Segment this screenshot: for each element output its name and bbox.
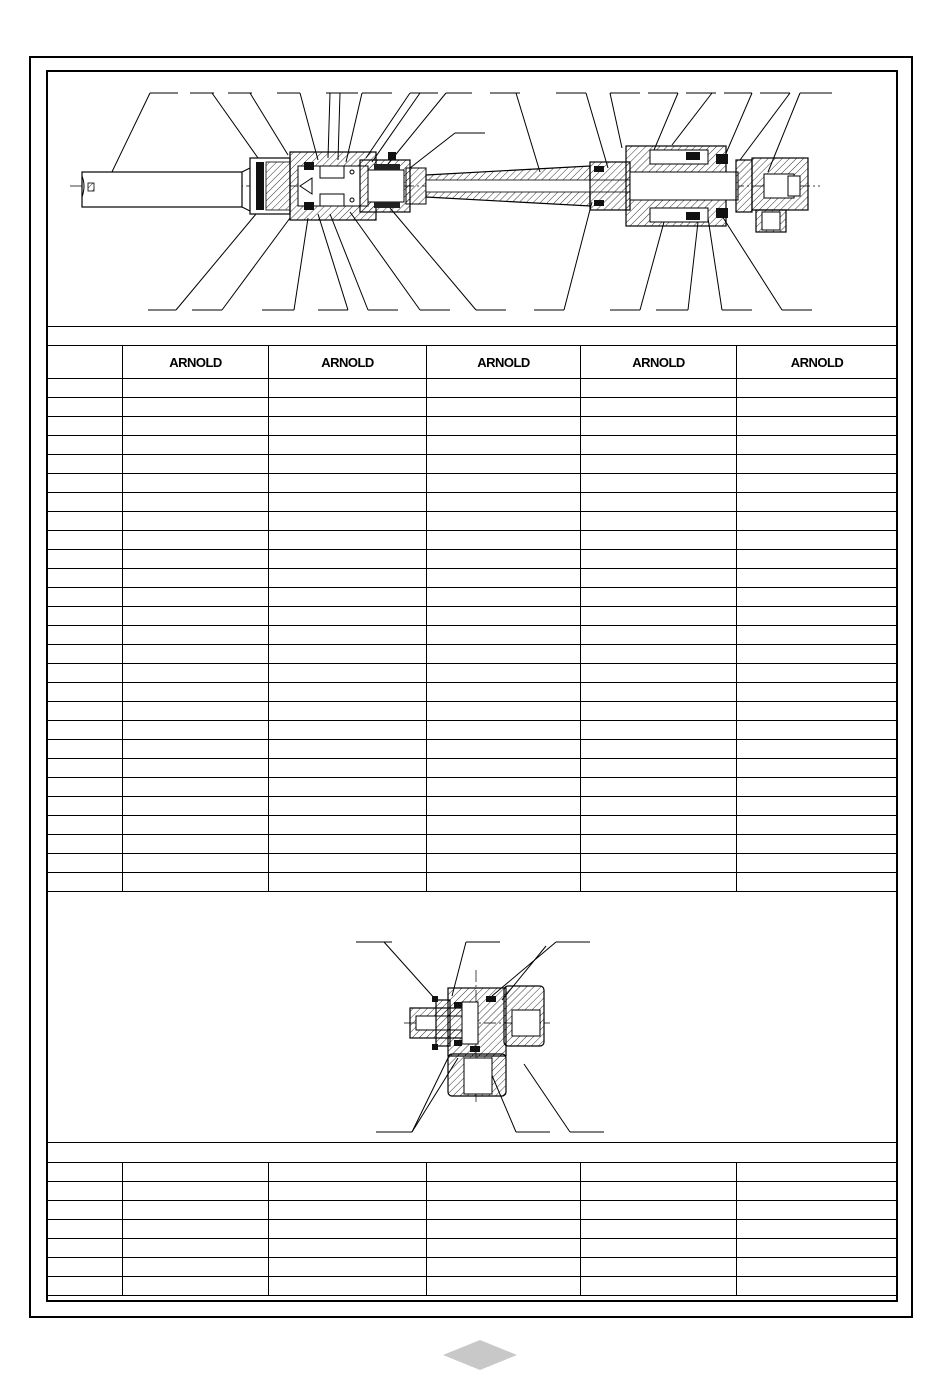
table-cell [737,379,898,398]
table-cell [48,1201,123,1220]
table-cell [581,379,737,398]
table-cell [123,1220,269,1239]
table-cell [427,1258,581,1277]
table-cell [737,569,898,588]
table-cell [123,607,269,626]
table-cell [48,531,123,550]
table-cell [269,1239,427,1258]
table-cell [581,1239,737,1258]
header-cell [269,346,427,379]
header-cell [737,346,898,379]
table-cell [581,417,737,436]
table-row [48,645,898,664]
table-cell [737,1220,898,1239]
table-cell [581,797,737,816]
table-cell [581,436,737,455]
table-cell [581,1220,737,1239]
table-cell [269,1277,427,1296]
brand-label: ARNOLD [477,354,530,370]
table-row [48,1258,898,1277]
table-cell [427,645,581,664]
table-cell [737,417,898,436]
header-cell [581,346,737,379]
table-cell [581,721,737,740]
table-row [48,759,898,778]
table-cell [48,1239,123,1258]
table-cell [427,569,581,588]
brand-label: ARNOLD [632,354,685,370]
table-cell [581,702,737,721]
table-cell [269,436,427,455]
table-row [48,626,898,645]
table-cell [737,683,898,702]
table-cell [737,721,898,740]
table-cell [581,683,737,702]
table-cell [123,740,269,759]
table-cell [123,550,269,569]
table-cell [737,493,898,512]
table-cell [123,398,269,417]
table-cell [737,816,898,835]
table-cell [737,1258,898,1277]
table-cell [581,569,737,588]
table-cell [48,417,123,436]
table-cell [737,759,898,778]
table-cell [269,398,427,417]
table-row [48,797,898,816]
table-cell [427,759,581,778]
table-cell [581,759,737,778]
table-cell [269,607,427,626]
table-cell [269,683,427,702]
table-row [48,455,898,474]
table-cell [427,626,581,645]
table-cell [269,1258,427,1277]
table-cell [123,664,269,683]
table-cell [48,873,123,892]
table-cell [123,379,269,398]
table-cell [737,778,898,797]
table-cell [581,1277,737,1296]
table-row [48,778,898,797]
table-cell [427,797,581,816]
table-cell [48,512,123,531]
table-row [48,1201,898,1220]
table-cell [581,474,737,493]
table-cell [269,816,427,835]
table-cell [269,474,427,493]
table-cell [427,512,581,531]
table-row [48,474,898,493]
table-cell [737,1163,898,1182]
table-cell [48,493,123,512]
header-cell [123,346,269,379]
parts-table-1 [47,345,898,892]
table-cell [48,645,123,664]
table-row [48,1220,898,1239]
table-cell [123,778,269,797]
table-cell [123,1277,269,1296]
table-cell [737,1201,898,1220]
table-cell [737,436,898,455]
table-cell [737,702,898,721]
table-cell [427,607,581,626]
table-row [48,835,898,854]
table-cell [269,1182,427,1201]
table-cell [737,835,898,854]
table-cell [427,1277,581,1296]
header-cell [48,346,123,379]
table-cell [48,1277,123,1296]
table-row [48,854,898,873]
table-cell [123,835,269,854]
table-cell [48,1258,123,1277]
section-divider [48,1142,896,1143]
table-cell [581,664,737,683]
table-cell [123,1163,269,1182]
table-row [48,569,898,588]
table-cell [427,664,581,683]
table-row [48,512,898,531]
table-cell [48,588,123,607]
brand-label: ARNOLD [790,354,844,370]
table-cell [269,531,427,550]
table-cell [737,1277,898,1296]
table-cell [427,1220,581,1239]
table-header-row [48,346,898,379]
table-row [48,436,898,455]
table-cell [427,379,581,398]
table-cell [269,835,427,854]
table-cell [581,455,737,474]
table-cell [581,740,737,759]
table-row [48,398,898,417]
table-cell [269,588,427,607]
table-cell [269,645,427,664]
table-cell [737,398,898,417]
table-cell [48,607,123,626]
table-cell [48,1163,123,1182]
table-cell [269,569,427,588]
parts-table-2 [47,1162,898,1296]
assembly-cross-section-drawing [48,72,896,324]
table-cell [427,816,581,835]
table-cell [581,1258,737,1277]
table-cell [48,664,123,683]
table-cell [123,1201,269,1220]
table-cell [737,455,898,474]
table-row [48,1239,898,1258]
table-row [48,1182,898,1201]
table-cell [123,721,269,740]
table-cell [269,455,427,474]
table-cell [48,398,123,417]
table-cell [427,740,581,759]
table-row [48,702,898,721]
table-cell [581,398,737,417]
table-cell [427,417,581,436]
table-row [48,721,898,740]
table-cell [48,759,123,778]
table-cell [123,797,269,816]
table-cell [737,740,898,759]
table-cell [737,531,898,550]
table-row [48,816,898,835]
table-cell [427,778,581,797]
table-cell [48,550,123,569]
table-cell [427,455,581,474]
table-cell [427,683,581,702]
table-cell [737,854,898,873]
table-cell [269,721,427,740]
table-row [48,588,898,607]
table-cell [48,740,123,759]
table-cell [581,778,737,797]
table-cell [581,835,737,854]
table-cell [48,436,123,455]
table-cell [269,417,427,436]
table-cell [737,1239,898,1258]
table-cell [427,398,581,417]
table-cell [269,740,427,759]
table-cell [427,702,581,721]
table-row [48,607,898,626]
table-cell [581,607,737,626]
table-cell [581,1163,737,1182]
table-cell [269,493,427,512]
table-cell [48,721,123,740]
table-cell [123,588,269,607]
table-cell [269,379,427,398]
table-cell [48,1220,123,1239]
table-cell [581,550,737,569]
table-cell [427,1182,581,1201]
brand-label: ARNOLD [169,354,222,370]
table-row [48,740,898,759]
table-cell [427,854,581,873]
table-cell [737,588,898,607]
table-cell [581,1182,737,1201]
table-cell [427,531,581,550]
table-cell [581,816,737,835]
table-cell [123,854,269,873]
table-cell [737,797,898,816]
table-cell [48,569,123,588]
table-cell [123,1258,269,1277]
table-row [48,531,898,550]
table-row [48,873,898,892]
table-cell [48,379,123,398]
table-cell [123,474,269,493]
table-cell [48,797,123,816]
table-cell [123,1182,269,1201]
table-cell [48,626,123,645]
table-cell [427,1163,581,1182]
table-cell [427,873,581,892]
table-cell [123,683,269,702]
table-cell [123,436,269,455]
table-cell [48,854,123,873]
table-cell [581,588,737,607]
table-cell [427,474,581,493]
table-cell [123,512,269,531]
table-cell [581,645,737,664]
table-cell [123,759,269,778]
table-cell [737,664,898,683]
table-cell [48,778,123,797]
table-cell [737,645,898,664]
table-cell [269,854,427,873]
table-cell [737,550,898,569]
table-cell [123,873,269,892]
table-cell [269,512,427,531]
table-cell [48,683,123,702]
table-cell [427,493,581,512]
table-cell [737,873,898,892]
table-cell [269,550,427,569]
table-row [48,493,898,512]
table-cell [427,835,581,854]
table-cell [123,531,269,550]
table-cell [123,816,269,835]
table-cell [427,721,581,740]
table-cell [269,873,427,892]
table-cell [123,455,269,474]
table-cell [581,512,737,531]
brand-label: ARNOLD [321,354,374,370]
table-row [48,1277,898,1296]
table-cell [123,645,269,664]
table-cell [427,436,581,455]
table-row [48,1163,898,1182]
table-cell [269,1163,427,1182]
table-cell [48,1182,123,1201]
table-cell [123,702,269,721]
table-cell [269,1201,427,1220]
table-cell [48,835,123,854]
table-cell [737,626,898,645]
table-cell [427,1201,581,1220]
header-cell [427,346,581,379]
table-row [48,683,898,702]
table-cell [737,512,898,531]
table-cell [123,626,269,645]
table-cell [581,873,737,892]
table-cell [269,626,427,645]
table-cell [48,474,123,493]
table-cell [427,1239,581,1258]
page-marker-shape [443,1340,517,1370]
table-cell [427,550,581,569]
section-divider [48,326,896,327]
table-cell [269,759,427,778]
table-cell [269,664,427,683]
table-row [48,550,898,569]
table-cell [48,455,123,474]
table-cell [427,588,581,607]
table-cell [581,1201,737,1220]
table-cell [269,702,427,721]
table-cell [581,531,737,550]
table-cell [737,474,898,493]
table-cell [737,1182,898,1201]
table-cell [123,1239,269,1258]
table-cell [123,569,269,588]
table-cell [737,607,898,626]
table-row [48,379,898,398]
table-cell [581,493,737,512]
table-cell [269,797,427,816]
table-row [48,664,898,683]
table-cell [269,1220,427,1239]
table-cell [123,493,269,512]
table-cell [581,854,737,873]
table-cell [269,778,427,797]
rotary-union-cross-section-drawing [48,916,896,1140]
table-cell [48,702,123,721]
table-cell [123,417,269,436]
table-cell [581,626,737,645]
table-row [48,417,898,436]
table-cell [48,816,123,835]
